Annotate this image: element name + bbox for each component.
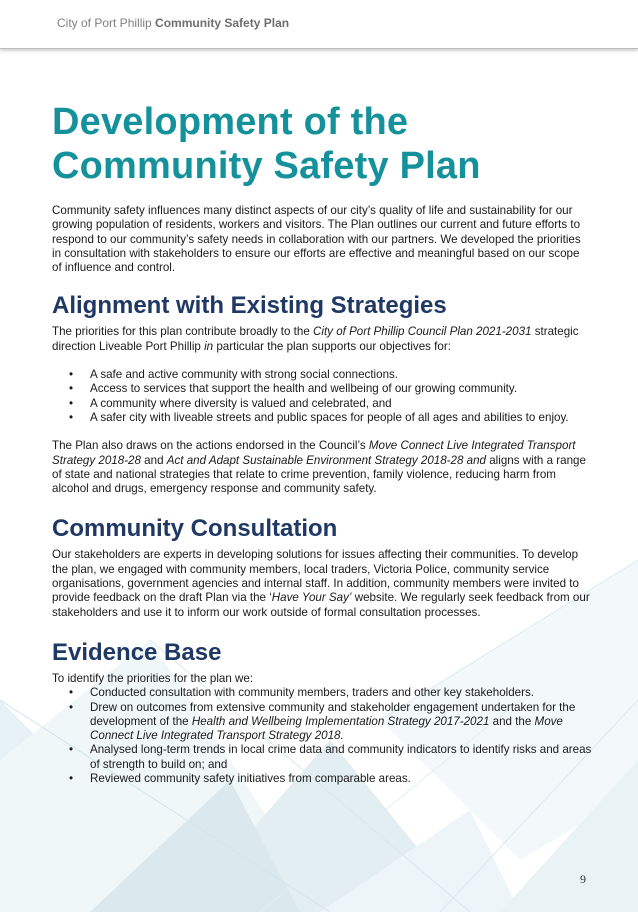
list-item: • Analysed long-term trends in local crime data and community indicators to identify risks and areas of strength to build on; and [52,743,592,772]
italic-run: Have Your Say’ [271,591,352,605]
italic-run: Move Connect Live Integrated Transport Strategy 2018. [90,714,563,743]
page-title-line1: Development of the [52,101,409,143]
page-header [0,0,638,49]
alignment-paragraph-2 [52,439,592,496]
text-run: website. We regularly seek feedback from our stakeholders and use it to inform our work outside of formal consultation processes. [52,591,590,619]
header-plan-name: Community Safety Plan [155,16,290,30]
text-run: and the [489,714,535,728]
list-item: • Access to services that support the health and wellbeing of our growing community. [52,382,592,396]
page-content [52,100,592,786]
text-run: strategic direction Liveable Port Phillip [52,325,579,353]
italic-run: Health and Wellbeing Implementation Strategy 2017-2021 [191,714,490,728]
evidence-intro: To identify the priorities for the plan we: [52,671,254,685]
page-number: 9 [580,872,586,886]
list-item: • Conducted consultation with community members, traders and other key stakeholders. [52,686,592,700]
italic-run: City of Port Phillip Council Plan 2021-2031 [313,325,532,339]
alignment-paragraph-1 [52,325,592,354]
consultation-heading: Community Consultation [52,515,338,543]
list-item: • A safer city with liveable streets and public spaces for people of all ages and abilities to enjoy. [52,411,592,425]
text-run: The priorities for this plan contribute broadly to the [52,325,313,339]
text-run: Our stakeholders are experts in developing solutions for issues affecting their communities. To develop the plan, we engaged with community members, local traders, Victoria Police, community service organisations, government agencies and internal staff. In addition, community members were invited to provide feedback on the draft Plan via the ‘ [52,548,579,605]
page-title-line2: Community Safety Plan [52,145,481,187]
alignment-objectives-list [52,368,592,425]
text-run: and [140,453,167,467]
text-run: aligns with a range of state and national strategies that relate to crime prevention, family violence, reducing harm from alcohol and drugs, emergency response and community safety. [52,453,586,496]
list-item: • A community where diversity is valued and celebrated, and [52,397,592,411]
header-org: City of Port Phillip [57,16,152,30]
evidence-heading: Evidence Base [52,638,222,666]
text-run: The Plan also draws on the actions endorsed in the Council’s [52,439,369,453]
intro-paragraph: Community safety influences many distinct aspects of our city’s quality of life and sustainability for our growing population of residents, workers and visitors. The Plan outlines our current and future efforts to respond to our community’s safety needs in collaboration with our partners. We developed the priorities in consultation with stakeholders to ensure our efforts are effective and meaningful based on our scope of influence and control. [52,204,581,275]
italic-run: in [204,339,214,353]
consultation-paragraph [52,548,592,619]
list-item [52,701,592,744]
header-title [57,16,289,30]
list-item: • Reviewed community safety initiatives from comparable areas. [52,772,592,786]
text-run: Drew on outcomes from extensive community and stakeholder engagement undertaken for the development of the [90,700,576,728]
list-item: • A safe and active community with strong social connections. [52,368,592,382]
italic-run: Move Connect Live Integrated Transport Strategy 2018-28 [52,439,576,467]
alignment-heading: Alignment with Existing Strategies [52,292,447,320]
italic-run: Act and Adapt Sustainable Environment Strategy 2018-28 and [166,453,487,467]
text-run: particular the plan supports our objectives for: [213,339,451,353]
evidence-list [52,686,592,786]
page-title [52,100,592,188]
